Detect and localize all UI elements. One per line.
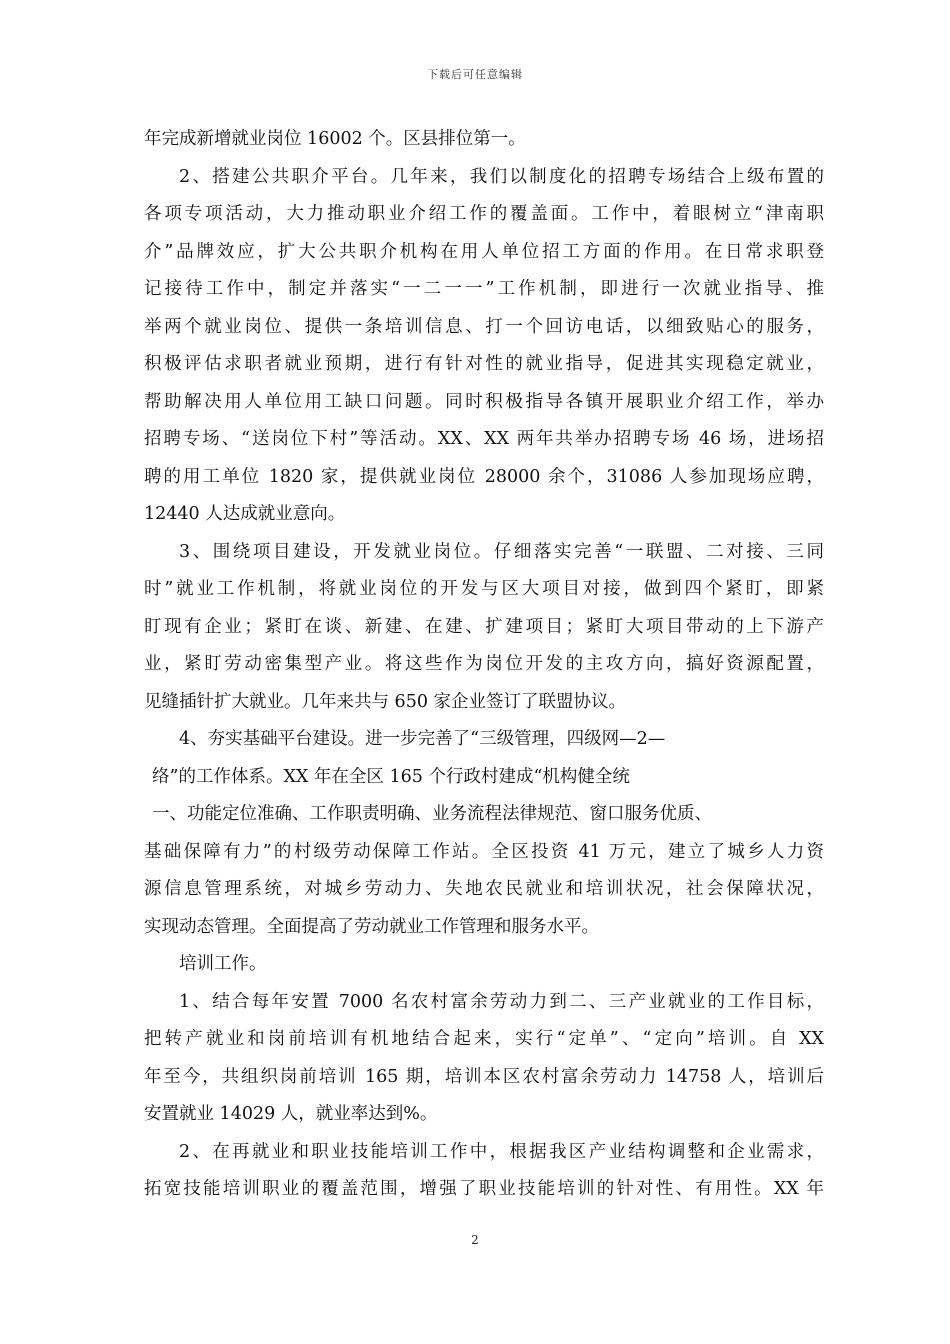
body-line: 介”品牌效应，扩大公共职介机构在用人单位招工方面的作用。在日常求职登 xyxy=(144,241,824,262)
body-line: 实现动态管理。全面提高了劳动就业工作管理和服务水平。 xyxy=(144,916,599,937)
body-line: 各项专项活动，大力推动职业介绍工作的覆盖面。工作中，着眼树立“津南职 xyxy=(144,204,824,224)
body-line: 盯现有企业；紧盯在谈、新建、在建、扩建项目；紧盯大项目带动的上下游产 xyxy=(144,616,824,637)
page-header: 下载后可任意编辑 xyxy=(427,68,523,81)
body-line: 业，紧盯劳动密集型产业。将这些作为岗位开发的主攻方向，搞好资源配置， xyxy=(144,654,824,674)
body-line: 把转产就业和岗前培训有机地结合起来，实行“定单”、“定向”培训。自 XX xyxy=(144,1029,824,1049)
body-line: 12440 人达成就业意向。 xyxy=(144,504,346,524)
paragraph-start: 4、夯实基础平台建设。进一步完善了“三级管理，四级网—2— xyxy=(179,729,666,749)
body-line: 安置就业 14029 人，就业率达到%。 xyxy=(144,1104,438,1124)
body-line: 积极评估求职者就业预期，进行有针对性的就业指导，促进其实现稳定就业， xyxy=(144,354,824,374)
body-line: 见缝插针扩大就业。几年来共与 650 家企业签订了联盟协议。 xyxy=(144,691,627,712)
body-line: 一、功能定位准确、工作职责明确、业务流程法律规范、窗口服务优质、 xyxy=(152,804,712,824)
body-line: 记接待工作中，制定并落实“一二一一”工作机制，即进行一次就业指导、推 xyxy=(144,279,824,299)
body-line: 招聘专场、“送岗位下村”等活动。XX、XX 两年共举办招聘专场 46 场，进场招 xyxy=(144,429,824,449)
body-line: 拓宽技能培训职业的覆盖范围，增强了职业技能培训的针对性、有用性。XX 年 xyxy=(144,1179,824,1199)
page-number: 2 xyxy=(471,1233,479,1247)
document-body xyxy=(144,121,824,1209)
paragraph-start: 1、结合每年安置 7000 名农村富余劳动力到二、三产业就业的工作目标， xyxy=(179,991,824,1012)
body-line: 年完成新增就业岗位 16002 个。区县排位第一。 xyxy=(144,129,526,149)
body-line: 年至今，共组织岗前培训 165 期，培训本区农村富余劳动力 14758 人，培训后 xyxy=(144,1066,824,1087)
body-line: 基础保障有力”的村级劳动保障工作站。全区投资 41 万元，建立了城乡人力资 xyxy=(144,841,824,862)
body-line: 帮助解决用人单位用工缺口问题。同时积极指导各镇开展职业介绍工作，举办 xyxy=(144,391,824,412)
paragraph-start: 2、搭建公共职介平台。几年来，我们以制度化的招聘专场结合上级布置的 xyxy=(179,166,824,187)
body-line: 聘的用工单位 1820 家，提供就业岗位 28000 余个，31086 人参加现场应聘， xyxy=(144,466,824,487)
paragraph-start: 3、围绕项目建设，开发就业岗位。仔细落实完善“一联盟、二对接、三同 xyxy=(179,541,824,562)
body-line: 时”就业工作机制，将就业岗位的开发与区大项目对接，做到四个紧盯，即紧 xyxy=(144,579,824,599)
body-line: 源信息管理系统，对城乡劳动力、失地农民就业和培训状况，社会保障状况， xyxy=(144,879,824,899)
body-line: 举两个就业岗位、提供一条培训信息、打一个回访电话，以细致贴心的服务， xyxy=(144,316,824,337)
section-heading: 培训工作。 xyxy=(179,954,267,974)
paragraph-start: 2、在再就业和职业技能培训工作中，根据我区产业结构调整和企业需求， xyxy=(179,1141,824,1162)
body-line: 络”的工作体系。XX 年在全区 165 个行政村建成“机构健全统 xyxy=(152,766,630,787)
